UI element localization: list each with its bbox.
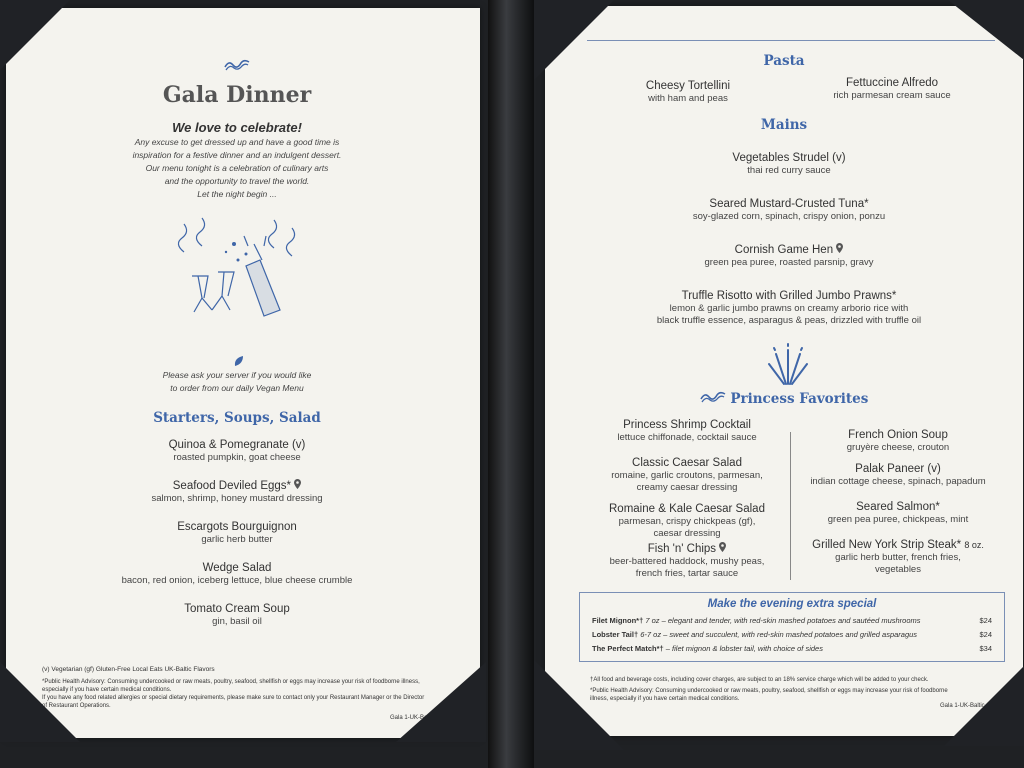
dish-name: Quinoa & Pomegranate (v) — [168, 439, 306, 451]
dish-description: with ham and peas — [648, 93, 728, 104]
champagne-celebration-icon — [174, 214, 304, 339]
princess-wave-logo — [224, 58, 250, 76]
special-price: $24 — [979, 616, 992, 625]
mains-section-heading: Mains — [760, 117, 808, 133]
dish-description: rich parmesan cream sauce — [833, 90, 951, 101]
list-item — [796, 428, 1000, 462]
starters-section-heading: Starters, Soups, Salad — [153, 410, 321, 426]
dish-description: creamy caesar dressing — [636, 482, 738, 493]
special-detail: 6-7 oz – sweet and succulent, with red-skin mashed potatoes and grilled asparagus — [640, 630, 918, 639]
corner-tab — [0, 0, 70, 70]
list-item — [6, 479, 468, 520]
dish-description: beer-battered haddock, mushy peas, — [609, 556, 765, 567]
folder-spine — [488, 0, 534, 768]
special-name: Lobster Tail† — [592, 630, 639, 639]
dish-name: Princess Shrimp Cocktail — [623, 419, 751, 431]
dish-name: Vegetables Strudel (v) — [732, 152, 846, 164]
dish-name: Fettuccine Alfredo — [845, 77, 939, 89]
starters-list — [6, 438, 468, 643]
dish-name: Truffle Risotto with Grilled Jumbo Prawns* — [681, 290, 897, 302]
dish-description: garlic herb butter — [201, 534, 273, 545]
dish-description: soy-glazed corn, spinach, crispy onion, ponzu — [692, 211, 886, 222]
dish-description: lettuce chiffonade, cocktail sauce — [617, 432, 757, 443]
dish-description: french fries, tartar sauce — [635, 568, 739, 579]
special-price: $34 — [979, 644, 992, 653]
menu-title: Gala Dinner — [162, 82, 312, 108]
dish-description: salmon, shrimp, honey mustard dressing — [151, 493, 323, 504]
dish-description: gin, basil oil — [212, 616, 262, 627]
dish-name: Wedge Salad — [202, 562, 272, 574]
corner-tab — [948, 0, 1024, 60]
corner-tab — [0, 662, 80, 742]
dish-name: Palak Paneer (v) — [855, 463, 941, 475]
dish-description: gruyère cheese, crouton — [846, 442, 950, 453]
column-divider — [790, 432, 791, 580]
list-item — [590, 542, 784, 580]
dish-name: Classic Caesar Salad — [632, 457, 742, 469]
list-item — [545, 289, 1024, 327]
list-item — [545, 151, 1024, 197]
location-pin-icon — [294, 479, 301, 493]
list-item — [545, 243, 1024, 289]
list-item — [6, 438, 468, 479]
vegan-menu-note: Please ask your server if you would like to order from our daily Vegan Menu — [162, 370, 312, 393]
dish-name: Seafood Deviled Eggs* — [172, 480, 292, 492]
dish-description: bacon, red onion, iceberg lettuce, blue cheese crumble — [121, 575, 353, 586]
corner-tab — [396, 662, 486, 742]
dish-name: French Onion Soup — [848, 429, 948, 441]
mains-list — [545, 151, 1024, 327]
favorites-section-heading: Princess Favorites — [545, 391, 1023, 407]
dish-name: Cornish Game Hen — [734, 244, 834, 256]
dish-description: caesar dressing — [653, 528, 721, 539]
list-item — [6, 602, 468, 643]
list-item — [796, 538, 1000, 576]
dish-name: Romaine & Kale Caesar Salad — [609, 503, 765, 515]
dish-name: Grilled New York Strip Steak* — [812, 539, 962, 551]
dish-description: romaine, garlic croutons, parmesan, — [611, 470, 763, 481]
list-item — [6, 561, 468, 602]
list-item — [545, 197, 1024, 243]
footnotes: *Public Health Advisory: Consuming undercooked or raw meats, poultry, seafood, shellfish or eggs may increase your risk of foodborne illness, especially if you have certain medical conditions. If you have any food related allergies or special dietary requirements, please make sure to contact only your Restaurant Manager or the Director of Restaurant Operations. — [42, 679, 425, 709]
dish-description: vegetables — [875, 564, 921, 575]
dish-name: Cheesy Tortellini — [645, 80, 731, 92]
dish-description: black truffle essence, asparagus & peas, drizzled with truffle oil — [656, 315, 922, 326]
pasta-section-heading: Pasta — [763, 53, 805, 69]
dish-description: green pea puree, chickpeas, mint — [827, 514, 969, 525]
dish-description: garlic herb butter, french fries, — [835, 552, 961, 563]
list-item — [600, 79, 776, 105]
corner-tab — [534, 660, 624, 750]
princess-wave-logo — [700, 391, 726, 407]
dish-name: Fish 'n' Chips — [647, 543, 717, 555]
list-item — [796, 500, 1000, 538]
location-pin-icon — [836, 243, 843, 257]
dish-name: Tomato Cream Soup — [184, 603, 290, 615]
location-pin-icon — [719, 542, 726, 556]
special-price: $24 — [979, 630, 992, 639]
dish-description: thai red curry sauce — [747, 165, 831, 176]
list-item — [590, 456, 784, 502]
dish-name: Seared Mustard-Crusted Tuna* — [709, 198, 869, 210]
dish-name: Escargots Bourguignon — [177, 521, 297, 533]
list-item — [6, 520, 468, 561]
corner-tab — [534, 0, 614, 80]
list-item — [796, 462, 1000, 500]
dish-description: roasted pumpkin, goat cheese — [173, 452, 301, 463]
special-detail: – filet mignon & lobster tail, with choice of sides — [665, 644, 823, 653]
dietary-legend: (v) Vegetarian (gf) Gluten-Free Local Eats UK-Baltic Flavors — [42, 666, 215, 673]
list-item — [590, 418, 784, 456]
special-name: The Perfect Match*† — [592, 644, 664, 653]
favorites-right-list — [796, 428, 1000, 576]
extra-special-box — [579, 592, 1005, 662]
tagline: We love to celebrate! — [172, 120, 302, 135]
menu-code: Gala 1-UK-Baltic — [390, 715, 435, 721]
list-item — [590, 502, 784, 542]
menu-code: Gala 1-UK-Baltic-202 — [940, 703, 997, 709]
dish-description: lemon & garlic jumbo prawns on creamy arborio rice with — [669, 303, 909, 314]
header-rule — [587, 40, 995, 41]
special-row — [592, 630, 992, 639]
left-menu-page — [6, 8, 480, 738]
special-row — [592, 644, 992, 653]
right-footnotes: †All food and beverage costs, including cover charges, are subject to an 18% service charge which will be added to your check. *Public Health Advisory: Consuming undercooked or raw meats, poultry, seafood, shellfish or eggs may increase your risk of foodborne illness, especially if you have certain medical conditions. — [590, 677, 948, 702]
special-row — [592, 616, 992, 625]
special-name: Filet Mignon*† — [592, 616, 644, 625]
corner-tab — [944, 666, 1024, 746]
dish-name: Seared Salmon* — [856, 501, 940, 513]
dish-description: green pea puree, roasted parsnip, gravy — [704, 257, 874, 268]
intro-text: Any excuse to get dressed up and have a good time is inspiration for a festive dinner and an indulgent dessert. Our menu tonight is a celebration of culinary arts and the opportunity to travel the world. Let the night begin ... — [132, 137, 342, 199]
favorites-left-list — [590, 418, 784, 580]
portion-size: 8 oz. — [964, 540, 984, 550]
dish-description: parmesan, crispy chickpeas (gf), — [618, 516, 756, 527]
special-detail: 7 oz – elegant and tender, with red-skin mashed potatoes and sautéed mushrooms — [645, 616, 921, 625]
extra-special-title: Make the evening extra special — [707, 598, 877, 610]
fireworks-icon — [766, 340, 810, 391]
dish-description: indian cottage cheese, spinach, papadum — [810, 476, 986, 487]
list-item — [790, 76, 994, 102]
